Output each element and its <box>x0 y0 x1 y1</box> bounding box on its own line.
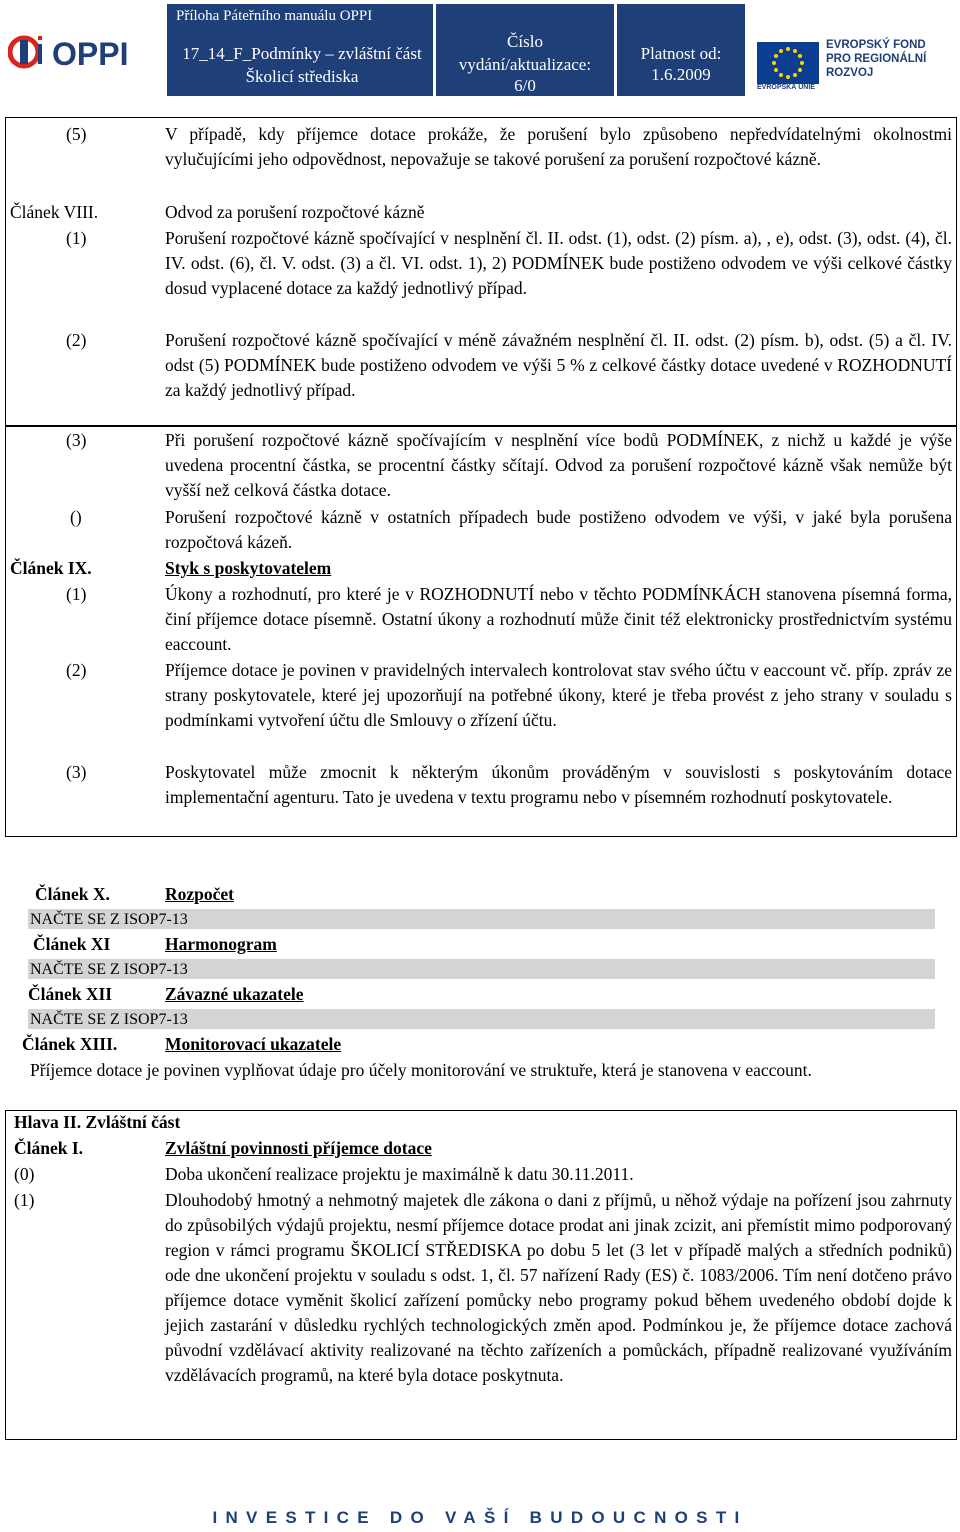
paragraph-text: Doba ukončení realizace projektu je maximálně k datu 30.11.2011. <box>165 1164 634 1184</box>
article-11-label: Článek XI <box>33 934 111 954</box>
paragraph-number: (3) <box>66 430 87 450</box>
valid-label: Platnost od: <box>640 44 722 63</box>
page-header <box>0 0 960 100</box>
article-13-label: Článek XIII. <box>22 1034 118 1054</box>
eu-flag-icon <box>757 42 819 84</box>
paragraph-text: Porušení rozpočtové kázně v ostatních případech bude postiženo odvodem ve výši, v jaké byla porušena rozpočtová kázeň. <box>165 507 952 552</box>
footer-slogan: INVESTICE DO VAŠÍ BUDOUCNOSTI <box>212 1508 748 1527</box>
paragraph-text: Dlouhodobý hmotný a nehmotný majetek dle zákona o dani z příjmů, u něhož výdaje na pořízení jsou zahrnuty do způsobilých výdajů projektu, nesmí příjemce dotace prodat ani jinak zcizit, ani přemístit mimo podporovaný region v rámci programu ŠKOLICÍ STŘEDISKA po dobu 5 let (3 let v případě malých a středních podniků) ode dne ukončení projektu v souladu s odst. 1, čl. 57 nařízení Rady (ES) č. 1083/2006. Tím není dotčeno právo příjemce dotace vyměnit školicí zařízení pomůcky nebo programy pokud během uvedeného období dojde k jejich zastarání v důsledku rychlých technologických změn apod. Podmínkou je, že příjemce dotace zachová původní vzdělávací aktivity realizované na těchto zařízeních a pomůckách, případně realizované využíváním vzdělávacích programů, na které byla dotace poskytnuta. <box>165 1190 952 1385</box>
paragraph-text: Úkony a rozhodnutí, pro které je v ROZHODNUTÍ nebo v těchto PODMÍNKÁCH stanovena písemná forma, činí příjemce dotace písemně. Ostatní úkony a rozhodnutí může činit též elektronicky prostřednictvím systému eaccount. <box>165 584 952 654</box>
paragraph-text: Poskytovatel může zmocnit k některým úkonům prováděným v souvislosti s poskytováním dotace implementační agenturu. Tato je uvedena v textu programu nebo v písemném rozhodnutí poskytovatele. <box>165 762 952 807</box>
article-1-label: Článek I. <box>14 1138 84 1158</box>
loaded-from-isop: NAČTE SE Z ISOP7-13 <box>28 959 935 979</box>
article-13-title: Monitorovací ukazatele <box>165 1034 342 1054</box>
paragraph-number: (2) <box>66 330 87 350</box>
paragraph-text: Při porušení rozpočtové kázně spočívajícím v nesplnění více bodů PODMÍNEK, z nichž u každé je výše uvedena procentní částka, se procentní částky sčítají. Odvod za porušení rozpočtové kázně však nemůže být vyšší než celková částka dotace. <box>165 430 952 500</box>
paragraph-number: (0) <box>14 1164 35 1184</box>
paragraph-text: Příjemce dotace je povinen v pravidelných intervalech kontrolovat stav svého účtu v eaccount vč. příp. zpráv ze strany poskytovatele, které jej upozorňují na potřebné úkony, které je třeba provést z jeho strany v souladu s podmínkami vytvoření účtu dle Smlouvy o zřízení účtu. <box>165 660 952 730</box>
article-9-label: Článek IX. <box>10 558 92 578</box>
article-11-title: Harmonogram <box>165 934 277 954</box>
paragraph-number: (5) <box>66 124 87 144</box>
version-label: Číslo vydání/aktualizace: <box>458 32 592 74</box>
head-2-title: Hlava II. Zvláštní část <box>14 1112 181 1132</box>
article-12-title: Závazné ukazatele <box>165 984 304 1004</box>
version-value: 6/0 <box>514 76 536 95</box>
paragraph-text: V případě, kdy příjemce dotace prokáže, že porušení bylo způsobeno nepředvídatelnými okolnostmi vylučujícími jeho odpovědnost, nepovažuje se takové porušení za porušení rozpočtové kázně. <box>165 124 952 169</box>
svg-text:OPPI: OPPI <box>52 36 129 72</box>
article-12-label: Článek XII <box>28 984 113 1004</box>
article-10-label: Článek X. <box>35 884 110 904</box>
eu-label: EVROPSKÁ UNIE <box>757 84 815 91</box>
article-1-title: Zvláštní povinnosti příjemce dotace <box>165 1138 432 1158</box>
article-9-title: Styk s poskytovatelem <box>165 558 332 578</box>
paragraph-number: (1) <box>14 1190 35 1210</box>
manual-title: Příloha Páteřního manuálu OPPI <box>176 8 373 24</box>
eu-fund-text: EVROPSKÝ FOND PRO REGIONÁLNÍ ROZVOJ <box>826 39 927 79</box>
loaded-from-isop: NAČTE SE Z ISOP7-13 <box>28 909 935 929</box>
paragraph-number: (1) <box>66 228 87 248</box>
paragraph-text: Porušení rozpočtové kázně spočívající v nesplnění čl. II. odst. (1), odst. (2) písm. a), , e), odst. (3), odst. (4), čl. IV. odst. (6), čl. V. odst. (3) a čl. VI. odst. 1), 2) PODMÍNEK bude postiženo odvodem ve výši celkové částky dosud vyplacené dotace za každý jednotlivý případ. <box>165 228 952 298</box>
article-13-text: Příjemce dotace je povinen vyplňovat údaje pro účely monitorování ve struktuře, která je stanovena v eaccount. <box>30 1060 812 1080</box>
paragraph-number: (1) <box>66 584 87 604</box>
valid-value: 1.6.2009 <box>651 65 711 84</box>
oppi-logo <box>8 30 158 74</box>
article-8-title: Odvod za porušení rozpočtové kázně <box>165 202 425 222</box>
article-8-label: Článek VIII. <box>10 202 99 222</box>
paragraph-number: (2) <box>66 660 87 680</box>
article-10-title: Rozpočet <box>165 884 235 904</box>
paragraph-number: (3) <box>66 762 87 782</box>
paragraph-text: Porušení rozpočtové kázně spočívající v méně závažném nesplnění čl. II. odst. (2) písm. b), odst. (5) a čl. IV. odst (5) PODMÍNEK bude postiženo odvodem ve výši 5 % z celkové částky dotace uvedené v ROZHODNUTÍ za každý jednotlivý případ. <box>165 330 952 400</box>
document-name: 17_14_F_Podmínky – zvláštní část Školicí střediska <box>182 44 422 86</box>
loaded-from-isop: NAČTE SE Z ISOP7-13 <box>28 1009 935 1029</box>
paragraph-number: () <box>70 507 82 527</box>
